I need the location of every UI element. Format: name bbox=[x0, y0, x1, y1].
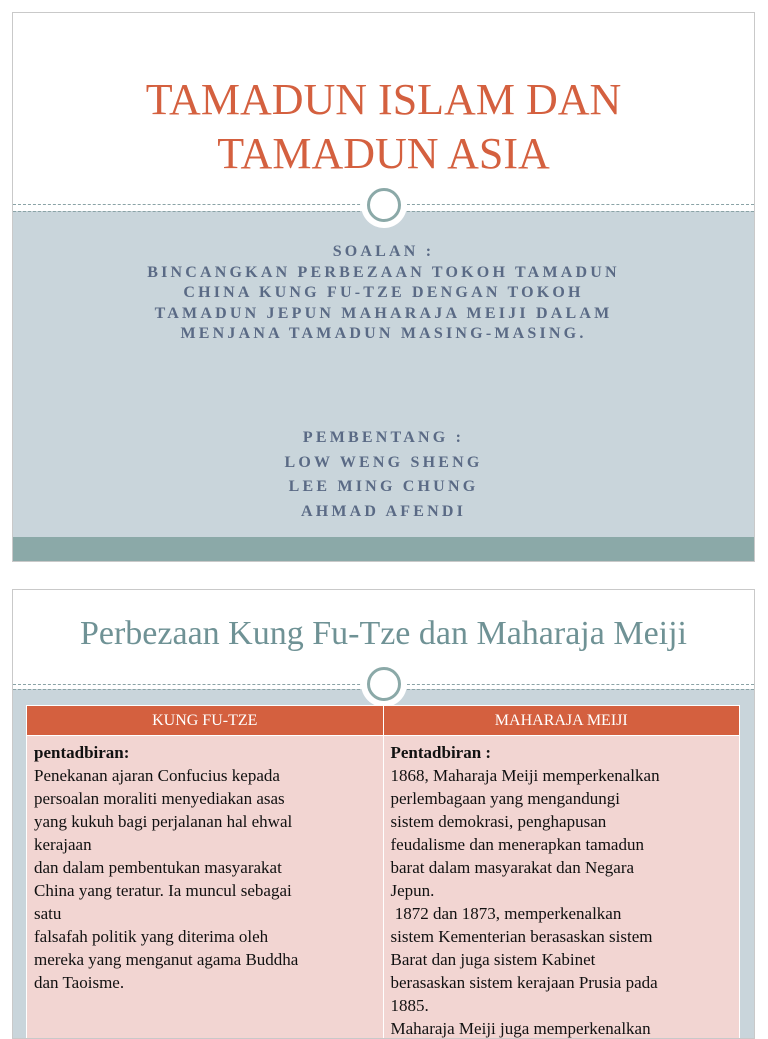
cell-line: dan dalam pembentukan masyarakat bbox=[34, 856, 376, 879]
cell-line: dan Taoisme. bbox=[34, 971, 376, 994]
cell-line: Maharaja Meiji juga memperkenalkan bbox=[391, 1017, 733, 1039]
cell-line: sistem demokrasi, penghapusan bbox=[391, 810, 733, 833]
presenter-block bbox=[13, 426, 754, 524]
presenter-name: LOW WENG SHENG bbox=[13, 451, 754, 476]
circle-ornament-icon bbox=[361, 182, 407, 228]
cell-line: Jepun. bbox=[391, 879, 733, 902]
cell-line: 1885. bbox=[391, 994, 733, 1017]
cell-line: feudalisme dan menerapkan tamadun bbox=[391, 833, 733, 856]
cell-line: 1868, Maharaja Meiji memperkenalkan bbox=[391, 764, 733, 787]
presenter-label: PEMBENTANG : bbox=[13, 426, 754, 451]
presenter-name: LEE MING CHUNG bbox=[13, 475, 754, 500]
cell-line: perlembagaan yang mengandungi bbox=[391, 787, 733, 810]
cell-heading: Pentadbiran : bbox=[391, 741, 733, 764]
presenter-name: AHMAD AFENDI bbox=[13, 500, 754, 525]
cell-line: persoalan moraliti menyediakan asas bbox=[34, 787, 376, 810]
circle-ornament-icon bbox=[361, 661, 407, 707]
cell-line: barat dalam masyarakat dan Negara bbox=[391, 856, 733, 879]
question-label: SOALAN : bbox=[13, 242, 754, 263]
cell-line: sistem Kementerian berasaskan sistem bbox=[391, 925, 733, 948]
footer-bar bbox=[13, 537, 754, 562]
table-header-row bbox=[27, 706, 740, 736]
cell-line: mereka yang menganut agama Buddha bbox=[34, 948, 376, 971]
cell-line: yang kukuh bagi perjalanan hal ehwal bbox=[34, 810, 376, 833]
question-line: TAMADUN JEPUN MAHARAJA MEIJI DALAM bbox=[13, 304, 754, 325]
column-header-maharaja-meiji: MAHARAJA MEIJI bbox=[383, 706, 740, 736]
cell-line: China yang teratur. Ia muncul sebagai bbox=[34, 879, 376, 902]
table-row bbox=[27, 736, 740, 1039]
column-header-kung-fu-tze: KUNG FU-TZE bbox=[27, 706, 384, 736]
title-line: TAMADUN ISLAM DAN bbox=[13, 73, 754, 127]
cell-line: kerajaan bbox=[34, 833, 376, 856]
kung-fu-tze-cell bbox=[27, 736, 384, 1039]
title-slide bbox=[12, 12, 755, 562]
maharaja-meiji-cell bbox=[383, 736, 740, 1039]
slide-title bbox=[13, 73, 754, 181]
cell-line: Barat dan juga sistem Kabinet bbox=[391, 948, 733, 971]
cell-line: berasaskan sistem kerajaan Prusia pada bbox=[391, 971, 733, 994]
question-line: MENJANA TAMADUN MASING-MASING. bbox=[13, 324, 754, 345]
cell-line: 1872 dan 1873, memperkenalkan bbox=[391, 902, 733, 925]
comparison-table bbox=[26, 705, 740, 1039]
cell-heading: pentadbiran: bbox=[34, 741, 376, 764]
question-block bbox=[13, 242, 754, 345]
slide-title: Perbezaan Kung Fu-Tze dan Maharaja Meiji bbox=[13, 612, 754, 656]
cell-line: Penekanan ajaran Confucius kepada bbox=[34, 764, 376, 787]
title-line: TAMADUN ASIA bbox=[13, 127, 754, 181]
question-line: BINCANGKAN PERBEZAAN TOKOH TAMADUN bbox=[13, 263, 754, 284]
comparison-slide bbox=[12, 589, 755, 1039]
cell-line: satu bbox=[34, 902, 376, 925]
cell-line: falsafah politik yang diterima oleh bbox=[34, 925, 376, 948]
question-line: CHINA KUNG FU-TZE DENGAN TOKOH bbox=[13, 283, 754, 304]
